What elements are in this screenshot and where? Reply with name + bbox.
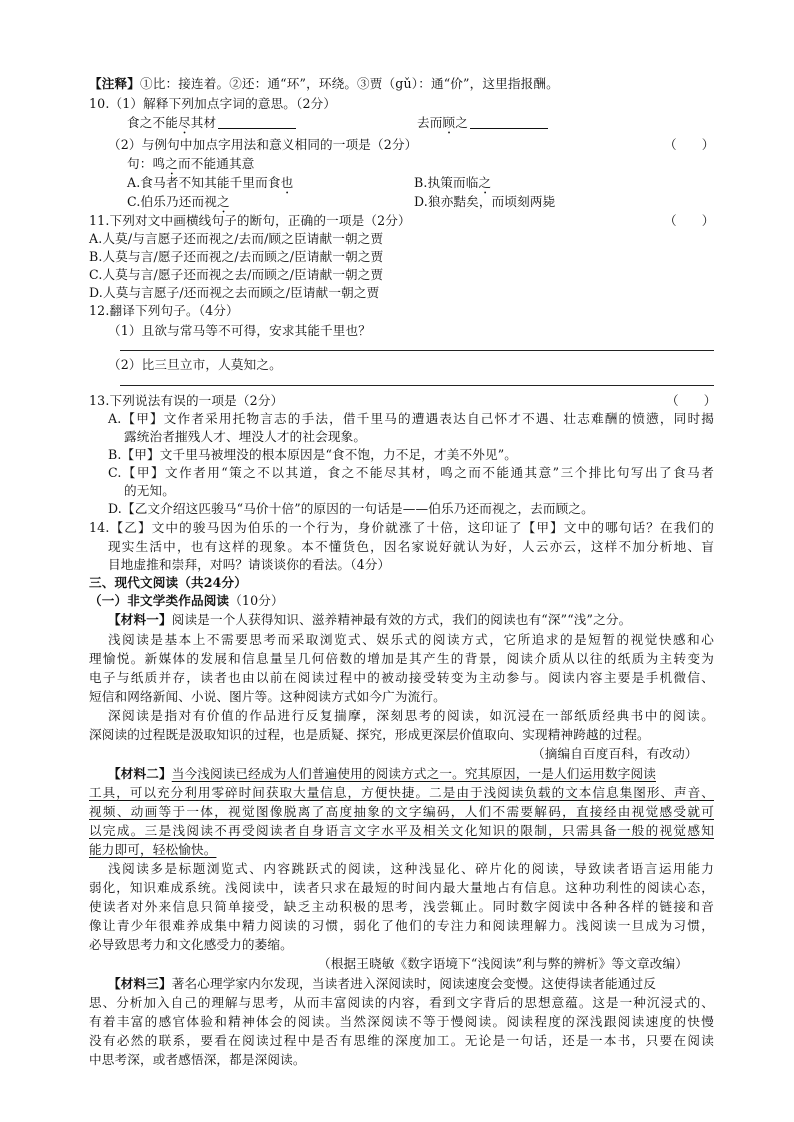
q12-stem: 12.翻译下列句子。（4分） xyxy=(89,303,239,318)
q14-line2: 现实生活中，也有这样的现象。本不懂货色，因名家说好就认为好，人云亦云，这样不加分析地、盲 xyxy=(108,539,714,554)
m3-line5: 中思考深，或者感悟深，都是深阅读。 xyxy=(89,1052,306,1067)
m3-label: 【材料三】 xyxy=(108,976,172,991)
m2-p2-line4: 像让青少年很难养成集中精力阅读的习惯，弱化了他们的专注力和阅读理解力。浅阅读一旦成为习惯， xyxy=(89,918,714,933)
m2-p2-line5: 必导致思考力和文化感受力的萎缩。 xyxy=(89,937,293,952)
q12-item-1: （1）且欲与常马等不可得，安求其能千里也？ xyxy=(108,323,372,338)
m3-line1: 【材料三】著名心理学家内尔发现，当读者进入深阅读时，阅读速度会变慢。这使得读者能通过反 xyxy=(108,976,656,991)
q14-line3: 目地虚推和崇拜，对吗？请谈谈你的看法。（4分） xyxy=(108,557,391,572)
q12-item-2: （2）比三旦立市，人莫知之。 xyxy=(108,357,282,372)
q13-answer-paren[interactable]: （ ） xyxy=(666,393,717,408)
q10-item-b: 去而顾之 xyxy=(417,114,548,137)
q14-line1: 14.【乙】文中的骏马因为伯乐的一个行为，身价就涨了十倍，这印证了【甲】文中的哪句话？在我们的 xyxy=(89,520,714,535)
m2-label: 【材料二】 xyxy=(108,766,172,781)
q11-option-c: C.人莫与言/愿子还而视之去/而顾之/臣请献一朝之贾 xyxy=(89,267,384,282)
q13-option-c-line1: C.【甲】文作者用“策之不以其道，食之不能尽其材，鸣之而不能通其意”三个排比句写出了食马者 xyxy=(108,465,714,480)
m2-source: （根据王晓敏《数字语境下“浅阅读”利与弊的辨析》等文章改编） xyxy=(318,956,689,971)
m3-line2: 思、分析加入自己的理解与思考，从而丰富阅读的内容，看到文字背后的思想意蕴。这是一种沉浸式的、 xyxy=(89,995,714,1010)
q10-part2: （2）与例句中加点字用法和意义相同的一项是（2分） xyxy=(108,137,418,152)
section3-subtitle: （一）非文学类作品阅读（10分） xyxy=(89,593,284,608)
q10-option-a: A.食马者不知其能千里而食也 xyxy=(127,175,294,190)
m2-p2-line2: 弱化，知识难成系统。浅阅读中，读者只求在最短的时间内最大量地占有信息。这种功利性的阅读心态， xyxy=(89,880,714,895)
q12-answer-line-2[interactable] xyxy=(120,385,714,386)
q10-stem: 10.（1）解释下列加点字词的意思。（2分） xyxy=(89,96,337,111)
m1-p2-line2: 理愉悦。新媒体的发展和信息量呈几何倍数的增加是其产生的背景，阅读介质从以往的纸质为主转变为 xyxy=(89,651,714,666)
q10-option-c: C.伯乐乃还而视之 xyxy=(127,194,230,209)
m1-p3-line2: 深阅读的过程既是汲取知识的过程，也是质疑、探究，形成更深层价值取向、实现精神跨越的过程。 xyxy=(89,727,650,742)
q10-option-d: D.狼亦黠矣，而顷刻两毙 xyxy=(414,194,556,209)
m1-line1: 【材料一】阅读是一个人获得知识、滋养精神最有效的方式，我们的阅读也有“深”“浅”之分。 xyxy=(108,612,632,627)
m2-line1: 【材料二】当今浅阅读已经成为人们普遍使用的阅读方式之一。究其原因，一是人们运用数字阅读 xyxy=(108,766,656,781)
m2-p2-line3: 使读者对外来信息只简单接受，缺乏主动积极的思考，浅尝辄止。同时数字阅读中各种各样的链接和音 xyxy=(89,899,714,914)
notes-label: 【注释】 xyxy=(89,76,140,91)
q11-option-b: B.人莫与言/愿子还而视之/去而顾之/臣请献一朝之贾 xyxy=(89,249,384,264)
q11-answer-paren[interactable]: （ ） xyxy=(664,213,715,228)
q13-option-d: D.【乙文介绍这匹骏马“马价十倍”的原因的一句话是——伯乐乃还而视之，去而顾之。 xyxy=(108,501,594,516)
q10-example: 句：鸣之而不能通其意 xyxy=(127,156,255,171)
q13-option-a-line1: A.【甲】文作者采用托物言志的手法，借千里马的遭遇表达自己怀才不遇、壮志难酬的愤懑，同时揭 xyxy=(108,411,714,426)
q13-option-c-line2: 的无知。 xyxy=(124,483,175,498)
section3-title: 三、现代文阅读（共24分） xyxy=(89,575,248,590)
q12-answer-line-1[interactable] xyxy=(120,350,714,351)
q11-option-d: D.人莫与言愿子/还而视之去而顾之/臣请献一朝之贾 xyxy=(89,285,380,300)
q11-stem: 11.下列对文中画横线句子的断句，正确的一项是（2分） xyxy=(89,213,411,228)
m1-p2-line1: 浅阅读是基本上不需要思考而采取浏览式、娱乐式的阅读方式，它所追求的是短暂的视觉快感和心 xyxy=(108,632,714,647)
m2-u-line2: 工具，可以充分利用零碎时间获取大量信息，方便快捷。二是由于浅阅读负载的文本信息集图形、声音、 xyxy=(89,785,714,800)
m2-u-line5: 能力即可，轻松愉快。 xyxy=(89,842,217,857)
q13-stem: 13.下列说法有误的一项是（2分） xyxy=(89,393,284,408)
q10-answer-paren[interactable]: （ ） xyxy=(664,137,715,152)
m2-u-line4: 以完成。三是浅阅读不再受阅读者自身语言文字水平及相关文化知识的限制，只需具备一般的视觉感知 xyxy=(89,823,714,838)
m1-label: 【材料一】 xyxy=(108,612,172,627)
q10-answer-blank-a[interactable] xyxy=(218,116,296,129)
q11-option-a: A.人莫/与言愿子还而视之/去而/顾之臣请献一朝之贾 xyxy=(89,231,384,246)
m1-p2-line4: 短信和网络新闻、小说、图片等。这种阅读方式如今广为流行。 xyxy=(89,689,446,704)
q13-option-a-line2: 露统治者摧残人才、埋没人才的社会现象。 xyxy=(124,429,367,444)
m1-source: （摘编自百度百科，有改动） xyxy=(532,746,698,761)
q10-option-b: B.执策而临之 xyxy=(414,175,492,190)
m3-line4: 没有必然的联系，要看在阅读过程中是否有思维的深度加工。无论是一句话，还是一本书，只要在阅读 xyxy=(89,1033,714,1048)
m2-u-line3: 视频、动画等于一体，视觉图像脱离了高度抽象的文字编码，人们不需要解码，直接经由视觉感受就可 xyxy=(89,804,714,819)
m2-p2-line1: 浅阅读多是标题浏览式、内容跳跃式的阅读，这种浅显化、碎片化的阅读，导致读者语言运用能力 xyxy=(108,861,714,876)
m1-p2-line3: 电子与纸质并存，读者也由以前在阅读过程中的被动接受转变为主动参与。阅读内容主要是手机微信、 xyxy=(89,670,714,685)
notes-text: ①比：接连着。②还：通“环”，环绕。③贾（gǔ）：通“价”，这里指报酬。 xyxy=(139,76,559,91)
q10-item-a: 食之不能尽其材 xyxy=(127,114,296,137)
notes-line xyxy=(89,75,559,93)
m1-p3-line1: 深阅读是指对有价值的作品进行反复揣摩，深刻思考的阅读，如沉浸在一部纸质经典书中的阅读。 xyxy=(108,708,714,723)
q10-answer-blank-b[interactable] xyxy=(470,116,548,129)
m3-line3: 有着丰富的感官体验和精神体会的阅读。当然深阅读不等于慢阅读。阅读程度的深浅跟阅读速度的快慢 xyxy=(89,1014,714,1029)
q13-option-b: B.【甲】文千里马被埋没的根本原因是“食不饱，力不足，才美不外见”。 xyxy=(108,447,518,462)
